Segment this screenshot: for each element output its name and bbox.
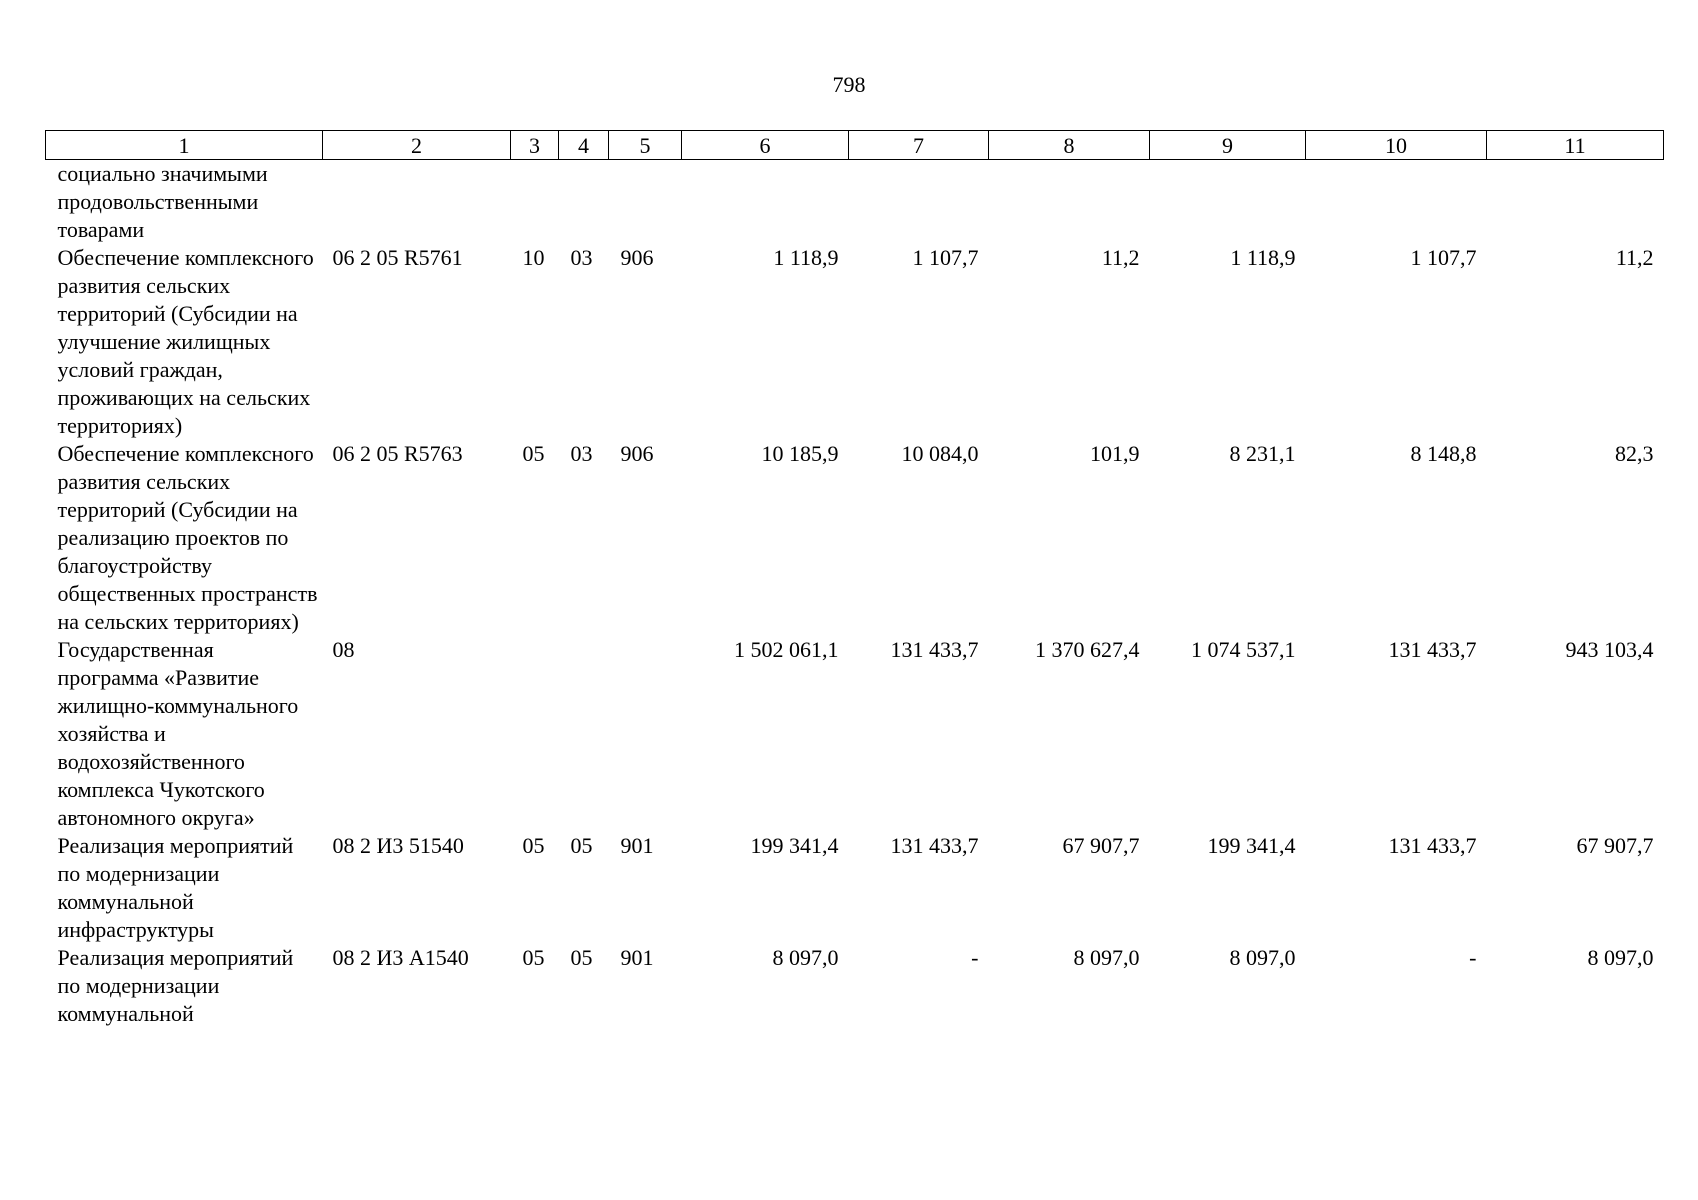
row-value-col11: 8 097,0 [1587, 945, 1654, 970]
column-header: 7 [849, 131, 989, 160]
row-name: Реализация мероприятий по модернизации коммунальной [57, 945, 294, 1026]
row-value-col10: 131 433,7 [1388, 637, 1477, 662]
row-name: социально значимыми продовольственными товарами [57, 161, 268, 242]
row-value-col9: 199 341,4 [1207, 833, 1296, 858]
row-value-col7 [849, 160, 989, 245]
row-ministry: 906 [620, 441, 654, 466]
row-value-col11 [1487, 160, 1664, 245]
row-ministry [609, 160, 682, 245]
column-header: 2 [323, 131, 511, 160]
row-ministry: 901 [620, 833, 654, 858]
row-value-col10: 131 433,7 [1388, 833, 1477, 858]
row-value-col7: 131 433,7 [890, 833, 979, 858]
row-value-col9: 1 074 537,1 [1191, 637, 1296, 662]
column-header: 3 [511, 131, 559, 160]
row-section: 05 [522, 945, 545, 970]
column-header: 5 [609, 131, 682, 160]
row-value-col6 [682, 160, 849, 245]
row-value-col6: 1 502 061,1 [734, 637, 839, 662]
budget-table [45, 130, 1664, 1028]
row-value-col10: - [1469, 945, 1477, 970]
column-header: 10 [1306, 131, 1487, 160]
row-name: Реализация мероприятий по модернизации коммунальной инфраструктуры [57, 833, 294, 942]
column-header: 9 [1150, 131, 1306, 160]
column-header: 6 [682, 131, 849, 160]
row-value-col7: - [971, 945, 979, 970]
row-subsection: 05 [570, 945, 593, 970]
column-header: 11 [1487, 131, 1664, 160]
row-ministry: 901 [620, 945, 654, 970]
row-name: Обеспечение комплексного развития сельских территорий (Субсидии на реализацию проектов по благоустройству общественных пространств на сельских территориях) [57, 441, 318, 634]
row-code: 08 2 И3 51540 [332, 833, 464, 858]
row-code [323, 160, 511, 245]
row-ministry [609, 636, 682, 832]
row-value-col8: 8 097,0 [1073, 945, 1140, 970]
row-code: 08 [332, 637, 355, 662]
row-value-col9 [1150, 160, 1306, 245]
row-value-col9: 8 097,0 [1229, 945, 1296, 970]
row-value-col9: 1 118,9 [1230, 245, 1296, 270]
row-ministry: 906 [620, 245, 654, 270]
row-section: 05 [522, 441, 545, 466]
column-header: 8 [989, 131, 1150, 160]
row-value-col7: 131 433,7 [890, 637, 979, 662]
row-subsection: 03 [570, 245, 593, 270]
row-code: 08 2 И3 А1540 [332, 945, 469, 970]
row-value-col6: 8 097,0 [772, 945, 839, 970]
row-section [511, 160, 559, 245]
row-value-col8: 1 370 627,4 [1035, 637, 1140, 662]
table-row [46, 832, 1664, 944]
row-value-col8 [989, 160, 1150, 245]
row-subsection: 03 [570, 441, 593, 466]
row-value-col7: 10 084,0 [901, 441, 979, 466]
row-value-col8: 11,2 [1101, 245, 1140, 270]
row-value-col11: 11,2 [1615, 245, 1654, 270]
row-subsection: 05 [570, 833, 593, 858]
page-number: 798 [832, 72, 866, 97]
row-section: 10 [522, 245, 545, 270]
row-value-col6: 1 118,9 [773, 245, 839, 270]
row-value-col11: 82,3 [1615, 441, 1654, 466]
row-section: 05 [522, 833, 545, 858]
row-value-col8: 101,9 [1090, 441, 1140, 466]
table-row [46, 440, 1664, 636]
table-row [46, 244, 1664, 440]
row-code: 06 2 05 R5761 [332, 245, 463, 270]
row-value-col8: 67 907,7 [1062, 833, 1140, 858]
row-value-col10: 1 107,7 [1410, 245, 1477, 270]
row-subsection [559, 636, 609, 832]
row-value-col11: 943 103,4 [1565, 637, 1654, 662]
row-value-col6: 199 341,4 [750, 833, 839, 858]
row-section [511, 636, 559, 832]
row-name: Обеспечение комплексного развития сельских территорий (Субсидии на улучшение жилищных условий граждан, проживающих на сельских территориях) [57, 245, 314, 438]
table-row [46, 636, 1664, 832]
row-value-col10 [1306, 160, 1487, 245]
row-value-col11: 67 907,7 [1576, 833, 1654, 858]
row-value-col9: 8 231,1 [1229, 441, 1296, 466]
column-header: 4 [559, 131, 609, 160]
column-header: 1 [46, 131, 323, 160]
table-header-row [46, 131, 1664, 160]
row-value-col10: 8 148,8 [1410, 441, 1477, 466]
table-row [46, 160, 1664, 245]
row-subsection [559, 160, 609, 245]
table-row [46, 944, 1664, 1028]
row-value-col6: 10 185,9 [761, 441, 839, 466]
row-code: 06 2 05 R5763 [332, 441, 463, 466]
row-value-col7: 1 107,7 [912, 245, 979, 270]
row-name: Государственная программа «Развитие жилищно-коммунального хозяйства и водохозяйственного комплекса Чукотского автономного округа» [57, 637, 299, 830]
